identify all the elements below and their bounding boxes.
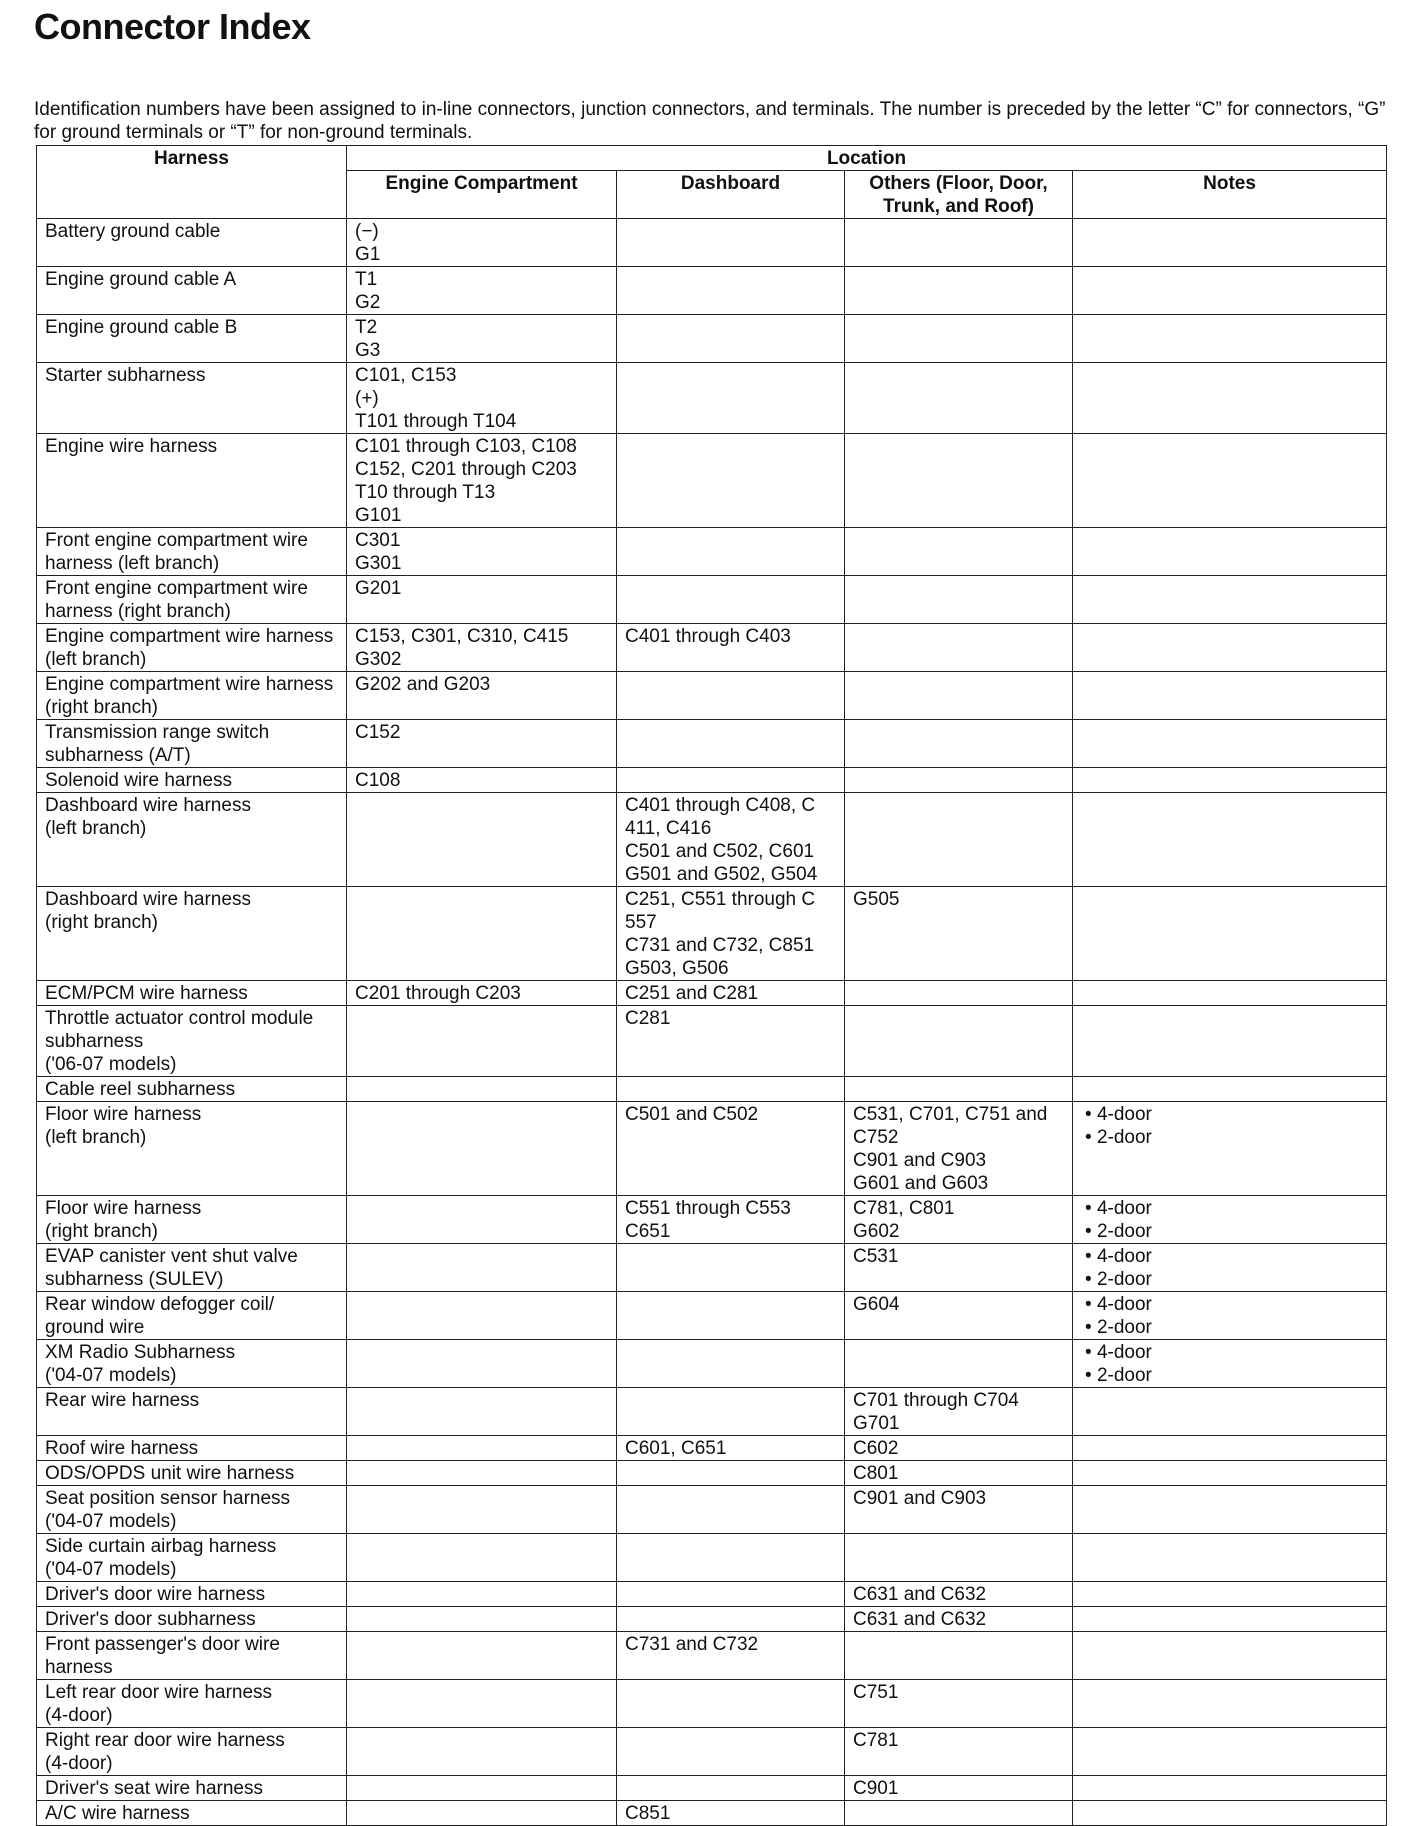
- table-row: [37, 528, 1387, 576]
- table-row: [37, 768, 1387, 793]
- others-cell: [845, 219, 1073, 267]
- table-row: [37, 1196, 1387, 1244]
- notes-item: • 4-door: [1085, 1197, 1378, 1220]
- table-row: [37, 1582, 1387, 1607]
- others-cell: [845, 768, 1073, 793]
- notes-cell: [1073, 1680, 1387, 1728]
- harness-cell: Cable reel subharness: [37, 1077, 347, 1102]
- table-row: [37, 434, 1387, 528]
- table-row: [37, 1340, 1387, 1388]
- table-body: [37, 219, 1387, 1826]
- table-row: [37, 672, 1387, 720]
- table-row: [37, 1292, 1387, 1340]
- harness-cell: A/C wire harness: [37, 1801, 347, 1826]
- table-row: [37, 219, 1387, 267]
- notes-cell: [1073, 528, 1387, 576]
- harness-cell: Driver's seat wire harness: [37, 1776, 347, 1801]
- dashboard-cell: C251, C551 through C 557 C731 and C732, C851 G503, G506: [617, 887, 845, 981]
- others-cell: [845, 1801, 1073, 1826]
- others-cell: [845, 267, 1073, 315]
- harness-cell: Engine compartment wire harness (left branch): [37, 624, 347, 672]
- dashboard-cell: [617, 1486, 845, 1534]
- notes-item: • 2-door: [1085, 1316, 1378, 1339]
- harness-cell: Dashboard wire harness (left branch): [37, 793, 347, 887]
- others-cell: [845, 1534, 1073, 1582]
- engine-compartment-cell: G202 and G203: [347, 672, 617, 720]
- table-row: [37, 1244, 1387, 1292]
- harness-cell: Starter subharness: [37, 363, 347, 434]
- notes-cell: [1073, 1534, 1387, 1582]
- notes-list: [1081, 1197, 1378, 1243]
- notes-item: • 2-door: [1085, 1220, 1378, 1243]
- engine-compartment-cell: [347, 793, 617, 887]
- table-row: [37, 1728, 1387, 1776]
- notes-cell: [1073, 1582, 1387, 1607]
- notes-item: • 2-door: [1085, 1364, 1378, 1387]
- table-row: [37, 267, 1387, 315]
- engine-compartment-cell: T2 G3: [347, 315, 617, 363]
- notes-cell: [1073, 624, 1387, 672]
- harness-cell: Floor wire harness (right branch): [37, 1196, 347, 1244]
- harness-cell: Front engine compartment wire harness (right branch): [37, 576, 347, 624]
- dashboard-cell: [617, 267, 845, 315]
- dashboard-cell: C251 and C281: [617, 981, 845, 1006]
- harness-cell: Side curtain airbag harness ('04-07 models): [37, 1534, 347, 1582]
- engine-compartment-cell: [347, 1680, 617, 1728]
- dashboard-cell: C401 through C403: [617, 624, 845, 672]
- others-cell: C531, C701, C751 and C752 C901 and C903 G601 and G603: [845, 1102, 1073, 1196]
- notes-cell: [1073, 315, 1387, 363]
- dashboard-cell: [617, 1776, 845, 1801]
- harness-cell: Driver's door wire harness: [37, 1582, 347, 1607]
- dashboard-cell: C851: [617, 1801, 845, 1826]
- others-cell: [845, 672, 1073, 720]
- notes-cell: [1073, 981, 1387, 1006]
- others-cell: [845, 434, 1073, 528]
- dashboard-cell: C551 through C553 C651: [617, 1196, 845, 1244]
- notes-cell: [1073, 1244, 1387, 1292]
- notes-cell: [1073, 1776, 1387, 1801]
- notes-item: • 2-door: [1085, 1268, 1378, 1291]
- others-cell: [845, 528, 1073, 576]
- notes-list: [1081, 1341, 1378, 1387]
- table-row: [37, 1077, 1387, 1102]
- notes-list: [1081, 1103, 1378, 1149]
- others-cell: [845, 576, 1073, 624]
- dashboard-cell: [617, 768, 845, 793]
- dashboard-cell: [617, 1680, 845, 1728]
- notes-cell: [1073, 1077, 1387, 1102]
- dashboard-cell: [617, 528, 845, 576]
- harness-cell: Rear wire harness: [37, 1388, 347, 1436]
- harness-cell: Transmission range switch subharness (A/T): [37, 720, 347, 768]
- harness-cell: Dashboard wire harness (right branch): [37, 887, 347, 981]
- dashboard-cell: [617, 434, 845, 528]
- notes-item: • 4-door: [1085, 1245, 1378, 1268]
- dashboard-cell: [617, 1728, 845, 1776]
- dashboard-cell: [617, 1461, 845, 1486]
- dashboard-cell: [617, 1388, 845, 1436]
- engine-compartment-cell: C101, C153 (+) T101 through T104: [347, 363, 617, 434]
- engine-compartment-cell: [347, 1461, 617, 1486]
- engine-compartment-cell: T1 G2: [347, 267, 617, 315]
- notes-cell: [1073, 267, 1387, 315]
- notes-cell: [1073, 1196, 1387, 1244]
- others-cell: C631 and C632: [845, 1607, 1073, 1632]
- notes-cell: [1073, 768, 1387, 793]
- engine-compartment-cell: [347, 1436, 617, 1461]
- others-cell: C781, C801 G602: [845, 1196, 1073, 1244]
- harness-cell: Rear window defogger coil/ ground wire: [37, 1292, 347, 1340]
- dashboard-cell: [617, 720, 845, 768]
- others-cell: [845, 1340, 1073, 1388]
- engine-compartment-cell: [347, 1006, 617, 1077]
- table-row: [37, 1534, 1387, 1582]
- dashboard-cell: [617, 1607, 845, 1632]
- notes-cell: [1073, 887, 1387, 981]
- harness-cell: Engine ground cable B: [37, 315, 347, 363]
- engine-compartment-cell: [347, 1632, 617, 1680]
- notes-cell: [1073, 1102, 1387, 1196]
- table-row: [37, 793, 1387, 887]
- notes-cell: [1073, 1486, 1387, 1534]
- others-cell: [845, 1077, 1073, 1102]
- dashboard-cell: C281: [617, 1006, 845, 1077]
- notes-cell: [1073, 1340, 1387, 1388]
- table-row: [37, 720, 1387, 768]
- harness-cell: Engine ground cable A: [37, 267, 347, 315]
- harness-cell: ODS/OPDS unit wire harness: [37, 1461, 347, 1486]
- engine-compartment-cell: C101 through C103, C108 C152, C201 through C203 T10 through T13 G101: [347, 434, 617, 528]
- notes-item: • 2-door: [1085, 1126, 1378, 1149]
- table-row: [37, 1776, 1387, 1801]
- engine-compartment-header: Engine Compartment: [347, 171, 617, 219]
- dashboard-cell: C601, C651: [617, 1436, 845, 1461]
- engine-compartment-cell: [347, 887, 617, 981]
- engine-compartment-cell: C201 through C203: [347, 981, 617, 1006]
- others-cell: [845, 624, 1073, 672]
- others-cell: [845, 363, 1073, 434]
- intro-paragraph: Identification numbers have been assigned to in-line connectors, junction connectors, and terminals. The number is preceded by the letter “C” for connectors, “G” for ground terminals or “T” for non-ground terminals.: [34, 99, 1386, 143]
- notes-cell: [1073, 219, 1387, 267]
- others-cell: [845, 981, 1073, 1006]
- table-row: [37, 1388, 1387, 1436]
- connector-index-table: [36, 145, 1387, 1826]
- table-row: [37, 1801, 1387, 1826]
- table-row: [37, 1102, 1387, 1196]
- engine-compartment-cell: C301 G301: [347, 528, 617, 576]
- engine-compartment-cell: [347, 1340, 617, 1388]
- notes-cell: [1073, 1292, 1387, 1340]
- table-row: [37, 1006, 1387, 1077]
- page-title: Connector Index: [34, 6, 311, 47]
- dashboard-cell: [617, 1534, 845, 1582]
- dashboard-cell: [617, 1582, 845, 1607]
- harness-cell: Floor wire harness (left branch): [37, 1102, 347, 1196]
- engine-compartment-cell: C152: [347, 720, 617, 768]
- notes-cell: [1073, 793, 1387, 887]
- others-cell: C781: [845, 1728, 1073, 1776]
- harness-cell: Right rear door wire harness (4-door): [37, 1728, 347, 1776]
- table-row: [37, 1436, 1387, 1461]
- table-row: [37, 1461, 1387, 1486]
- table-row: [37, 1486, 1387, 1534]
- others-cell: [845, 1632, 1073, 1680]
- engine-compartment-cell: [347, 1801, 617, 1826]
- harness-cell: Solenoid wire harness: [37, 768, 347, 793]
- harness-cell: Left rear door wire harness (4-door): [37, 1680, 347, 1728]
- engine-compartment-cell: [347, 1196, 617, 1244]
- harness-cell: Engine compartment wire harness (right branch): [37, 672, 347, 720]
- others-cell: [845, 793, 1073, 887]
- dashboard-cell: [617, 576, 845, 624]
- others-cell: C701 through C704 G701: [845, 1388, 1073, 1436]
- notes-item: • 4-door: [1085, 1103, 1378, 1126]
- table-row: [37, 363, 1387, 434]
- location-header: Location: [347, 146, 1387, 171]
- dashboard-header: Dashboard: [617, 171, 845, 219]
- notes-cell: [1073, 720, 1387, 768]
- table-row: [37, 315, 1387, 363]
- dashboard-cell: [617, 1077, 845, 1102]
- dashboard-cell: [617, 1244, 845, 1292]
- harness-cell: EVAP canister vent shut valve subharness (SULEV): [37, 1244, 347, 1292]
- engine-compartment-cell: [347, 1534, 617, 1582]
- harness-cell: Engine wire harness: [37, 434, 347, 528]
- engine-compartment-cell: [347, 1077, 617, 1102]
- table-row: [37, 981, 1387, 1006]
- engine-compartment-cell: [347, 1776, 617, 1801]
- notes-cell: [1073, 1607, 1387, 1632]
- notes-item: • 4-door: [1085, 1341, 1378, 1364]
- others-cell: G505: [845, 887, 1073, 981]
- engine-compartment-cell: [347, 1728, 617, 1776]
- notes-item: • 4-door: [1085, 1293, 1378, 1316]
- dashboard-cell: [617, 1292, 845, 1340]
- engine-compartment-cell: [347, 1292, 617, 1340]
- harness-cell: Roof wire harness: [37, 1436, 347, 1461]
- others-cell: C631 and C632: [845, 1582, 1073, 1607]
- harness-cell: Front engine compartment wire harness (left branch): [37, 528, 347, 576]
- notes-cell: [1073, 1388, 1387, 1436]
- harness-cell: Battery ground cable: [37, 219, 347, 267]
- notes-cell: [1073, 1436, 1387, 1461]
- table-row: [37, 624, 1387, 672]
- others-cell: [845, 1006, 1073, 1077]
- others-cell: C901: [845, 1776, 1073, 1801]
- table-row: [37, 576, 1387, 624]
- dashboard-cell: [617, 315, 845, 363]
- engine-compartment-cell: [347, 1486, 617, 1534]
- engine-compartment-cell: C108: [347, 768, 617, 793]
- dashboard-cell: C401 through C408, C 411, C416 C501 and C502, C601 G501 and G502, G504: [617, 793, 845, 887]
- notes-cell: [1073, 1461, 1387, 1486]
- others-cell: G604: [845, 1292, 1073, 1340]
- dashboard-cell: C731 and C732: [617, 1632, 845, 1680]
- notes-cell: [1073, 1728, 1387, 1776]
- dashboard-cell: [617, 363, 845, 434]
- harness-cell: Seat position sensor harness ('04-07 models): [37, 1486, 347, 1534]
- others-cell: C531: [845, 1244, 1073, 1292]
- notes-cell: [1073, 363, 1387, 434]
- harness-header: Harness: [37, 146, 347, 219]
- dashboard-cell: C501 and C502: [617, 1102, 845, 1196]
- harness-cell: Driver's door subharness: [37, 1607, 347, 1632]
- others-cell: C602: [845, 1436, 1073, 1461]
- notes-cell: [1073, 1801, 1387, 1826]
- table-row: [37, 887, 1387, 981]
- engine-compartment-cell: [347, 1244, 617, 1292]
- notes-list: [1081, 1293, 1378, 1339]
- engine-compartment-cell: C153, C301, C310, C415 G302: [347, 624, 617, 672]
- engine-compartment-cell: G201: [347, 576, 617, 624]
- notes-cell: [1073, 434, 1387, 528]
- table-row: [37, 1607, 1387, 1632]
- dashboard-cell: [617, 219, 845, 267]
- engine-compartment-cell: [347, 1607, 617, 1632]
- engine-compartment-cell: [347, 1388, 617, 1436]
- header-row-top: [37, 146, 1387, 171]
- engine-compartment-cell: [347, 1102, 617, 1196]
- engine-compartment-cell: [347, 1582, 617, 1607]
- dashboard-cell: [617, 672, 845, 720]
- notes-cell: [1073, 576, 1387, 624]
- others-cell: C751: [845, 1680, 1073, 1728]
- others-cell: C901 and C903: [845, 1486, 1073, 1534]
- notes-cell: [1073, 1006, 1387, 1077]
- harness-cell: ECM/PCM wire harness: [37, 981, 347, 1006]
- harness-cell: Front passenger's door wire harness: [37, 1632, 347, 1680]
- others-cell: [845, 315, 1073, 363]
- table-row: [37, 1680, 1387, 1728]
- notes-cell: [1073, 672, 1387, 720]
- harness-cell: Throttle actuator control module subharness ('06-07 models): [37, 1006, 347, 1077]
- notes-list: [1081, 1245, 1378, 1291]
- harness-cell: XM Radio Subharness ('04-07 models): [37, 1340, 347, 1388]
- others-cell: [845, 720, 1073, 768]
- notes-cell: [1073, 1632, 1387, 1680]
- others-header: Others (Floor, Door, Trunk, and Roof): [845, 171, 1073, 219]
- dashboard-cell: [617, 1340, 845, 1388]
- engine-compartment-cell: (−) G1: [347, 219, 617, 267]
- notes-header: Notes: [1073, 171, 1387, 219]
- others-cell: C801: [845, 1461, 1073, 1486]
- table-row: [37, 1632, 1387, 1680]
